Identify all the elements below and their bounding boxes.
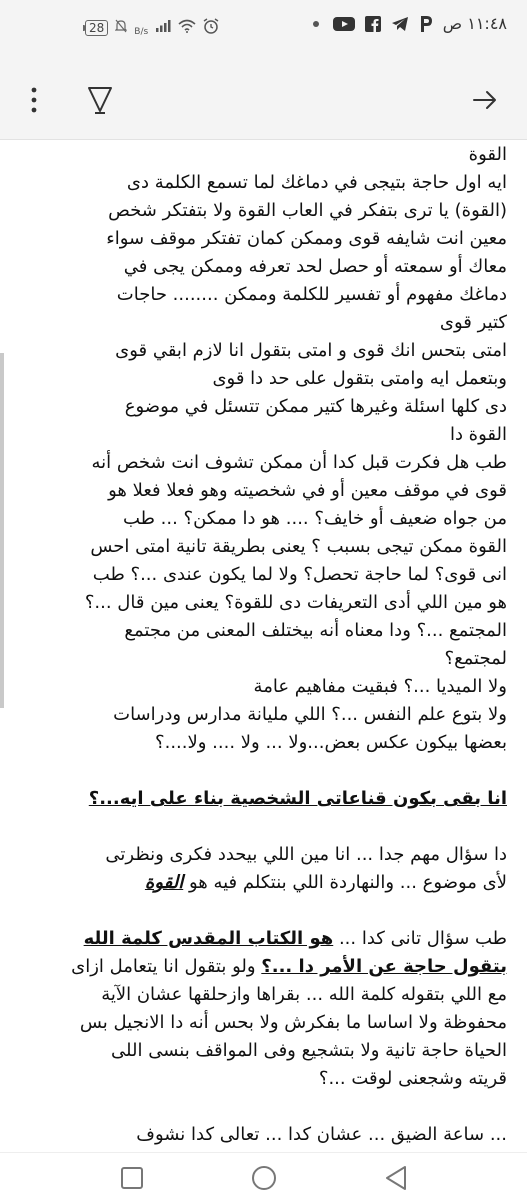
text-run: لأى موضوع ... والنهاردة اللي بنتكلم فيه هو [183, 872, 507, 893]
text-line: امتى بتحس انك قوى و امتى بتقول انا لازم ابقي قوى [115, 340, 507, 361]
document-view[interactable] [0, 141, 527, 1152]
emphasis-run: بتقول حاجة عن الأمر دا ...؟ [261, 956, 507, 977]
text-line: القوة [468, 144, 507, 165]
text-line: (القوة) يا ترى بتفكر في العاب القوة ولا بتفتكر شخص [108, 200, 507, 221]
text-line: وبتعمل ايه وامتى بتقول على حد دا قوى [212, 368, 507, 389]
battery-icon [82, 20, 108, 36]
signal-icon [155, 19, 171, 36]
text-line: المجتمع ...؟ ودا معناه أنه بيختلف المعنى من مجتمع [124, 620, 507, 641]
notification-dot [313, 21, 319, 27]
text-line: معاك أو سمعته أو حصل لحد تعرفه وممكن يجى في [123, 256, 507, 277]
emphasis-run: هو الكتاب المقدس كلمة الله [83, 928, 334, 949]
text-line: ولا بتوع علم النفس ...؟ اللي مليانة مدارس ودراسات [113, 704, 507, 725]
back-triangle-icon [384, 1165, 408, 1191]
more-options-button[interactable] [16, 82, 52, 118]
text-line: دا سؤال مهم جدا ... انا مين اللي بيحدد فكرى ونظرتى [105, 844, 507, 865]
text-line: معين انت شايفه قوى وممكن كمان تفتكر موقف سواء [106, 228, 507, 249]
text-line: ايه اول حاجة بتيجى في دماغك لما تسمع الكلمة دى [126, 172, 507, 193]
text-line [27, 869, 507, 897]
forward-arrow-icon [473, 90, 497, 110]
text-line: من جواه ضعيف أو خايف؟ .... هو دا ممكن؟ ... طب [122, 508, 507, 529]
telegram-icon [391, 16, 409, 32]
alarm-icon [203, 18, 219, 37]
text-line [27, 953, 507, 981]
recents-button[interactable] [117, 1163, 147, 1193]
text-line: دماغك مفهوم أو تفسير للكلمة وممكن ........ حاجات [116, 284, 507, 305]
status-bar-app-icons [313, 14, 507, 33]
text-line: لمجتمع؟ [444, 648, 507, 669]
back-button[interactable] [381, 1163, 411, 1193]
text-line: القوة دا [449, 424, 507, 445]
draw-mode-button[interactable] [82, 82, 118, 118]
text-line: القوة ممكن تيجى بسبب ؟ يعنى بطريقة تانية امتى احس [90, 536, 507, 557]
silent-icon [115, 19, 127, 36]
text-line [27, 925, 507, 953]
forward-button[interactable] [467, 82, 503, 118]
youtube-icon [333, 16, 355, 32]
blank-line [27, 813, 507, 841]
text-line: الحياة حاجة تانية ولا بتشجيع وفى المواقف بنسى اللى [111, 1040, 507, 1061]
blank-line [27, 757, 507, 785]
text-line: انى قوى؟ لما حاجة تحصل؟ ولا لما يكون عندى ...؟ طب [92, 564, 507, 585]
parking-icon [419, 15, 433, 33]
clock: ١١:٤٨ ص [442, 14, 507, 33]
text-line: هو مين اللي أدى التعريفات دى للقوة؟ يعنى مين قال ...؟ [84, 592, 507, 613]
blank-line [27, 1093, 507, 1121]
text-line: كتير قوى [439, 312, 507, 333]
text-line: قوى في موقف معين أو في شخصيته وهو فعلا فعلا هو [108, 480, 507, 501]
text-run: طب سؤال تانى كدا ... [333, 928, 507, 949]
battery-level: 28 [85, 20, 108, 36]
text-line: طب هل فكرت قبل كدا أن ممكن تشوف انت شخص أنه [91, 452, 507, 473]
recents-square-icon [120, 1166, 144, 1190]
home-circle-icon [250, 1164, 278, 1192]
text-line: بعضها بيكون عكس بعض...ولا ... ولا .... ولا....؟ [155, 732, 507, 753]
text-line: دى كلها اسئلة وغيرها كتير ممكن تتسئل في موضوع [124, 396, 507, 417]
draw-icon [87, 85, 113, 115]
text-line: ... ساعة الضيق ... عشان كدا ... تعالى كدا نشوف [136, 1124, 507, 1145]
text-line: قريته وشجعنى لوقت ...؟ [318, 1068, 507, 1089]
text-line: محفوظة ولا اساسا ما بفكرش ولا بحس أنه دا الانجيل بس [79, 1012, 507, 1033]
emphasis-run: القوة [144, 872, 184, 893]
document-text [27, 141, 507, 1149]
wifi-icon [178, 19, 196, 36]
section-heading: انا بقى بكون قناعاتى الشخصية بناء على ايه...؟ [88, 788, 507, 809]
status-bar [0, 0, 527, 60]
facebook-icon [365, 16, 381, 32]
network-speed: B/s [134, 26, 149, 37]
text-line: ولا الميديا ...؟ فبقيت مفاهيم عامة [253, 676, 507, 697]
status-bar-system-icons [82, 18, 219, 37]
text-run: ولو بتقول انا يتعامل ازاى [71, 956, 262, 977]
text-line: مع اللي بتقوله كلمة الله ... بقراها وازحلقها عشان الآية [101, 984, 507, 1005]
home-button[interactable] [249, 1163, 279, 1193]
app-toolbar [0, 60, 527, 140]
blank-line [27, 897, 507, 925]
more-vert-icon [30, 87, 38, 113]
system-nav-bar [0, 1152, 527, 1200]
scroll-indicator[interactable] [0, 353, 4, 708]
